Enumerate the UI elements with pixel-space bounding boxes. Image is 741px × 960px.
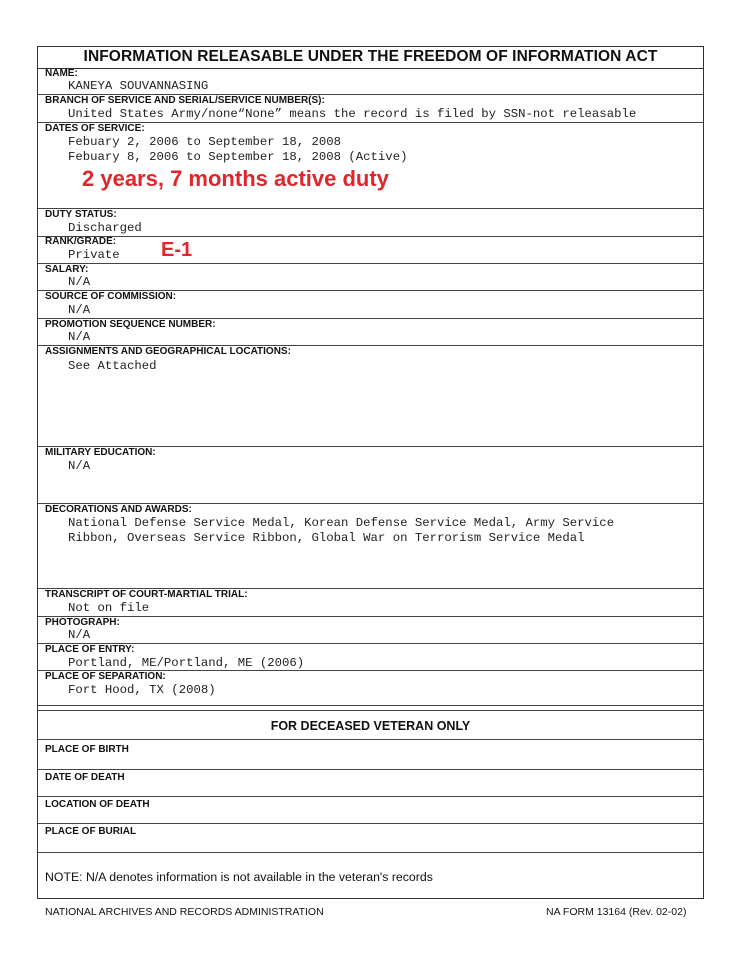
dates-label: DATES OF SERVICE: xyxy=(45,123,145,134)
burial-place-label: PLACE OF BURIAL xyxy=(45,826,137,837)
birth-place-label: PLACE OF BIRTH xyxy=(45,744,129,755)
divider xyxy=(38,769,703,770)
dates-line-1: Febuary 2, 2006 to September 18, 2008 xyxy=(68,135,342,149)
photograph-label: PHOTOGRAPH: xyxy=(45,617,120,628)
divider xyxy=(38,208,703,209)
promotion-value: N/A xyxy=(68,330,91,344)
entry-value: Portland, ME/Portland, ME (2006) xyxy=(68,656,305,670)
death-location-label: LOCATION OF DEATH xyxy=(45,799,150,810)
divider xyxy=(38,643,703,644)
decorations-line-2: Ribbon, Overseas Service Ribbon, Global War on Terrorism Service Medal xyxy=(68,531,585,545)
death-date-label: DATE OF DEATH xyxy=(45,772,125,783)
divider xyxy=(38,710,703,711)
education-label: MILITARY EDUCATION: xyxy=(45,447,156,458)
duty-status-label: DUTY STATUS: xyxy=(45,209,117,220)
divider xyxy=(38,739,703,740)
assignments-value: See Attached xyxy=(68,359,157,373)
decorations-label: DECORATIONS AND AWARDS: xyxy=(45,504,192,515)
form-title: INFORMATION RELEASABLE UNDER THE FREEDOM OF INFORMATION ACT xyxy=(83,48,658,65)
branch-label: BRANCH OF SERVICE AND SERIAL/SERVICE NUMBER(S): xyxy=(45,95,325,106)
court-martial-value: Not on file xyxy=(68,601,150,615)
dates-line-2: Febuary 8, 2006 to September 18, 2008 (Active) xyxy=(68,150,408,164)
divider xyxy=(38,616,703,617)
court-martial-label: TRANSCRIPT OF COURT-MARTIAL TRIAL: xyxy=(45,589,248,600)
salary-value: N/A xyxy=(68,275,91,289)
salary-label: SALARY: xyxy=(45,264,89,275)
photograph-value: N/A xyxy=(68,628,91,642)
separation-value: Fort Hood, TX (2008) xyxy=(68,683,216,697)
promotion-label: PROMOTION SEQUENCE NUMBER: xyxy=(45,319,216,330)
rank-label: RANK/GRADE: xyxy=(45,236,117,247)
divider xyxy=(38,796,703,797)
commission-value: N/A xyxy=(68,303,91,317)
divider xyxy=(38,852,703,853)
note-text: NOTE: N/A denotes information is not available in the veteran's records xyxy=(45,870,433,884)
decorations-line-1: National Defense Service Medal, Korean Defense Service Medal, Army Service xyxy=(68,516,615,530)
foia-form xyxy=(37,46,704,899)
grade-annotation: E-1 xyxy=(161,239,193,261)
deceased-section-title: FOR DECEASED VETERAN ONLY xyxy=(270,719,471,733)
commission-label: SOURCE OF COMMISSION: xyxy=(45,291,177,302)
duty-status-value: Discharged xyxy=(68,221,142,235)
form-number: NA FORM 13164 (Rev. 02-02) xyxy=(546,906,687,918)
divider xyxy=(38,236,703,237)
branch-value: United States Army/none“None” means the record is filed by SSN-not releasable xyxy=(68,107,637,121)
separation-label: PLACE OF SEPARATION: xyxy=(45,671,166,682)
divider xyxy=(38,705,703,706)
rank-value: Private xyxy=(68,248,120,262)
agency-name: NATIONAL ARCHIVES AND RECORDS ADMINISTRATION xyxy=(45,906,324,918)
name-value: KANEYA SOUVANNASING xyxy=(68,79,209,93)
name-label: NAME: xyxy=(45,68,78,79)
active-duty-annotation: 2 years, 7 months active duty xyxy=(82,166,389,191)
divider xyxy=(38,68,703,69)
divider xyxy=(38,263,703,264)
assignments-label: ASSIGNMENTS AND GEOGRAPHICAL LOCATIONS: xyxy=(45,346,291,357)
divider xyxy=(38,823,703,824)
education-value: N/A xyxy=(68,459,91,473)
entry-label: PLACE OF ENTRY: xyxy=(45,644,135,655)
